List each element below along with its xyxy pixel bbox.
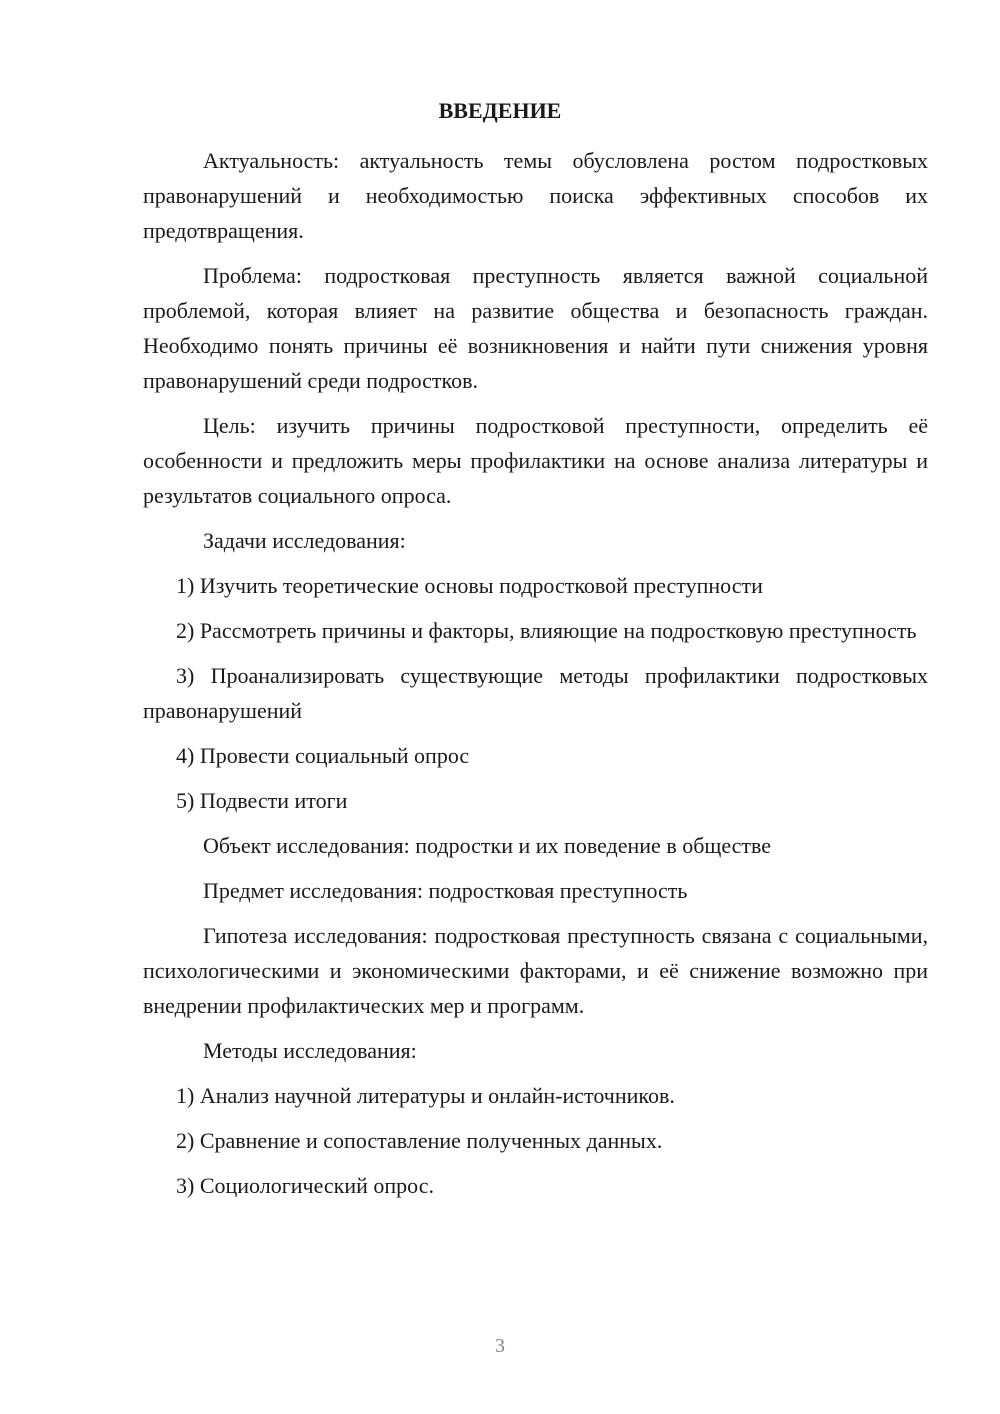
task-item: 4) Провести социальный опрос xyxy=(176,743,470,768)
goal-paragraph: Цель: изучить причины подростковой преступности, определить её особенности и предложить меры профилактики на основе анализа литературы и результатов социального опроса. xyxy=(143,413,928,508)
document-body xyxy=(143,143,928,1213)
page-number: 3 xyxy=(495,1335,505,1357)
task-item: 2) Рассмотреть причины и факторы, влияющие на подростковую преступность xyxy=(176,618,917,643)
subject-paragraph: Предмет исследования: подростковая преступность xyxy=(203,878,688,903)
page-title: ВВЕДЕНИЕ xyxy=(438,98,562,123)
task-item: 5) Подвести итоги xyxy=(176,788,348,813)
task-item: 1) Изучить теоретические основы подростковой преступности xyxy=(176,573,763,598)
relevance-paragraph: Актуальность: актуальность темы обусловлена ростом подростковых правонарушений и необходимостью поиска эффективных способов их предотвращения. xyxy=(143,148,928,243)
method-item: 1) Анализ научной литературы и онлайн-источников. xyxy=(176,1083,675,1108)
object-paragraph: Объект исследования: подростки и их поведение в обществе xyxy=(203,833,772,858)
methods-heading: Методы исследования: xyxy=(203,1038,417,1063)
task-item: 3) Проанализировать существующие методы профилактики подростковых правонарушений xyxy=(143,663,928,723)
tasks-heading: Задачи исследования: xyxy=(203,528,406,553)
problem-paragraph: Проблема: подростковая преступность является важной социальной проблемой, которая влияет на развитие общества и безопасность граждан. Необходимо понять причины её возникновения и найти пути снижения уровня правонарушений среди подростков. xyxy=(143,263,928,393)
hypothesis-paragraph: Гипотеза исследования: подростковая преступность связана с социальными, психологическими и экономическими факторами, и её снижение возможно при внедрении профилактических мер и программ. xyxy=(143,923,928,1018)
method-item: 2) Сравнение и сопоставление полученных данных. xyxy=(176,1128,663,1153)
method-item: 3) Социологический опрос. xyxy=(176,1173,434,1198)
